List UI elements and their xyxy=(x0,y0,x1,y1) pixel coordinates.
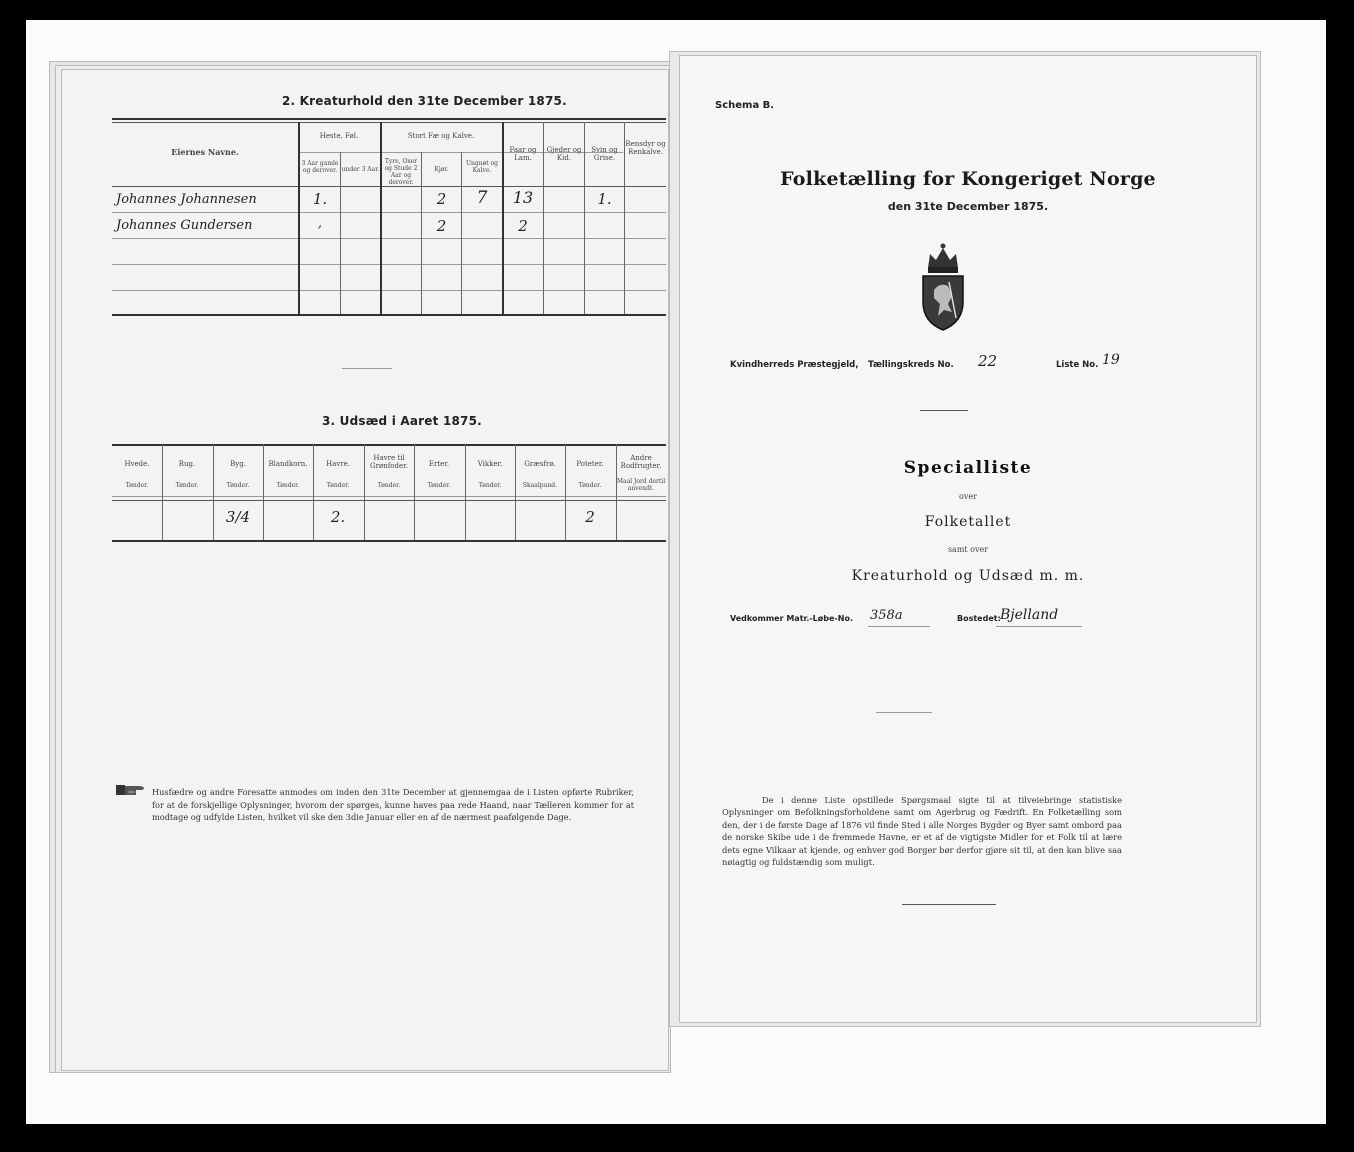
pointing-hand-icon xyxy=(116,782,146,796)
table-rule xyxy=(112,264,666,265)
header-heste-sub1: 3 Aar gamle og derover. xyxy=(301,160,339,174)
heste-value-1: 1. xyxy=(312,190,328,208)
udsaed-unit: Tønder. xyxy=(175,482,199,489)
matr-label: Vedkommer Matr.-Løbe-No. xyxy=(730,614,853,623)
udsaed-unit: Tønder. xyxy=(578,482,602,489)
table-col xyxy=(162,444,163,540)
header-faar: Faar og Lam. xyxy=(509,146,537,162)
instruction-paragraph: De i denne Liste opstillede Spørgsmaal sigte til at tilveiebringe statistiske Oplysninger om Befolkningsforholdene samt om Agerbrug og Fædrift. En Folketælling som den, der i de første Dage af 1876 vil finde Sted i alle Norges Bygder og Byer samt ombord paa de norske Skibe ude i de fremmede Havne, er et af de vigtigste Midler for et Folk til at lære dets egne Vilkaar at kjende, og enhver god Borger bør derfor gjøre sit til, at den kan blive saa nøiagtig og fuldstændig som muligt. xyxy=(722,795,1122,868)
kreds-value: 22 xyxy=(978,352,998,370)
liste-value: 19 xyxy=(1102,352,1120,368)
header-stort-sub3: Ungnøt og Kalve. xyxy=(465,160,498,174)
udsaed-header: Poteter. xyxy=(576,460,604,468)
udsaed-unit: Tønder. xyxy=(226,482,250,489)
udsaed-unit: Tønder. xyxy=(125,482,149,489)
divider xyxy=(342,368,392,369)
header-gjeder: Gjeder og Kid. xyxy=(546,146,582,162)
specialliste-heading: Specialliste xyxy=(903,458,1033,478)
udsaed-unit: Tønder. xyxy=(326,482,350,489)
bosted-label: Bostedet: xyxy=(957,614,1001,623)
table-rule xyxy=(112,496,666,497)
table-rule xyxy=(112,186,666,187)
header-heste: Heste, Føl. xyxy=(319,132,359,140)
udsaed-unit: Tønder. xyxy=(377,482,401,489)
table-rule xyxy=(112,290,666,291)
heste-value-2: , xyxy=(317,216,323,231)
table-col xyxy=(515,444,516,540)
udsaed-unit: Tønder. xyxy=(276,482,300,489)
header-rensdyr: Rensdyr og Renkalve. xyxy=(625,140,666,156)
kreaturhold-heading: Kreaturhold og Udsæd m. m. xyxy=(851,568,1085,584)
table-col xyxy=(340,152,341,314)
table-rule xyxy=(112,212,666,213)
udsaed-header: Havre. xyxy=(326,460,350,468)
table-col xyxy=(380,122,382,314)
table-rule xyxy=(112,238,666,239)
folketallet-heading: Folketallet xyxy=(924,514,1012,530)
table-col xyxy=(263,444,264,540)
udsaed-unit: Maal Jord dertil anvendt. xyxy=(616,478,666,492)
udsaed-unit: Skaalpund. xyxy=(522,482,558,489)
ungnot-value-1: 7 xyxy=(476,188,488,208)
divider xyxy=(920,410,968,411)
table-col xyxy=(465,444,466,540)
udsaed-header: Blandkorn. xyxy=(268,460,308,468)
owner-name-1: Johannes Johannesen xyxy=(116,192,257,207)
kjor-value-2: 2 xyxy=(436,217,447,235)
svin-value-1: 1. xyxy=(597,190,612,208)
underline xyxy=(868,626,930,627)
table-rule xyxy=(112,500,666,501)
owner-name-2: Johannes Gundersen xyxy=(116,218,253,233)
samt-label: samt over xyxy=(947,545,989,554)
table-rule xyxy=(112,444,666,446)
udsaed-value: 3/4 xyxy=(225,508,251,526)
udsaed-header: Rug. xyxy=(178,460,196,468)
udsaed-value: 2 xyxy=(585,508,595,526)
header-stort-sub2: Kjør. xyxy=(434,166,449,173)
kreds-label: Tællingskreds No. xyxy=(868,360,954,370)
underline xyxy=(996,626,1082,627)
table-rule xyxy=(112,122,666,123)
faar-value-1: 13 xyxy=(512,188,534,207)
udsaed-unit: Tønder. xyxy=(478,482,502,489)
table-rule xyxy=(112,314,666,316)
bosted-value: Bjelland xyxy=(1000,607,1059,623)
liste-label: Liste No. xyxy=(1056,360,1099,370)
header-stort-sub1: Tyre, Oxer og Stude 2 Aar og derover. xyxy=(384,158,418,186)
udsaed-value: 2. xyxy=(330,508,346,526)
footnote-text: Husfædre og andre Foresatte anmodes om inden den 31te December at gjennemgaa de i Listen opførte Rubriker, for at de forskjellige Oplysninger, hvorom der spørges, kunne haves paa rede Haand, naar Tælleren kommer for at modtage og udfylde Listen, hvilket vil ske den 3die Januar eller en af de nærmest paafølgende Dage. xyxy=(152,787,634,822)
title-date: den 31te December 1875. xyxy=(887,200,1049,213)
schema-label: Schema B. xyxy=(715,100,775,111)
table-rule xyxy=(112,540,666,542)
header-stort: Stort Fæ og Kalve. xyxy=(407,132,475,140)
table-rule xyxy=(112,118,666,120)
matr-value: 358a xyxy=(870,608,903,623)
udsaed-header: Byg. xyxy=(230,460,246,468)
page-title: Folketælling for Kongeriget Norge xyxy=(780,168,1156,190)
parish-label: Kvindherreds Præstegjeld, xyxy=(730,360,859,370)
divider xyxy=(876,712,932,713)
udsaed-header: Havre til Grønfoder. xyxy=(370,454,408,470)
divider xyxy=(902,904,996,905)
coat-of-arms-icon xyxy=(918,238,968,332)
udsaed-header: Andre Rodfrugter. xyxy=(620,454,662,470)
header-heste-sub2: under 3 Aar. xyxy=(341,166,380,173)
udsaed-header: Hvede. xyxy=(124,460,150,468)
kjor-value-1: 2 xyxy=(436,190,447,208)
header-owner: Eiernes Navne. xyxy=(171,147,239,157)
udsaed-header: Erter. xyxy=(428,460,450,468)
over-label: over xyxy=(959,492,977,501)
table-col xyxy=(461,152,462,314)
udsaed-header: Græsfrø. xyxy=(524,460,556,468)
section2-title: 2. Kreaturhold den 31te December 1875. xyxy=(282,94,567,108)
table-col xyxy=(414,444,415,540)
udsaed-header: Vikker. xyxy=(477,460,503,468)
header-svin: Svin og Grise. xyxy=(591,146,618,162)
faar-value-2: 2 xyxy=(518,217,528,235)
udsaed-unit: Tønder. xyxy=(427,482,451,489)
section3-title: 3. Udsæd i Aaret 1875. xyxy=(322,414,482,428)
